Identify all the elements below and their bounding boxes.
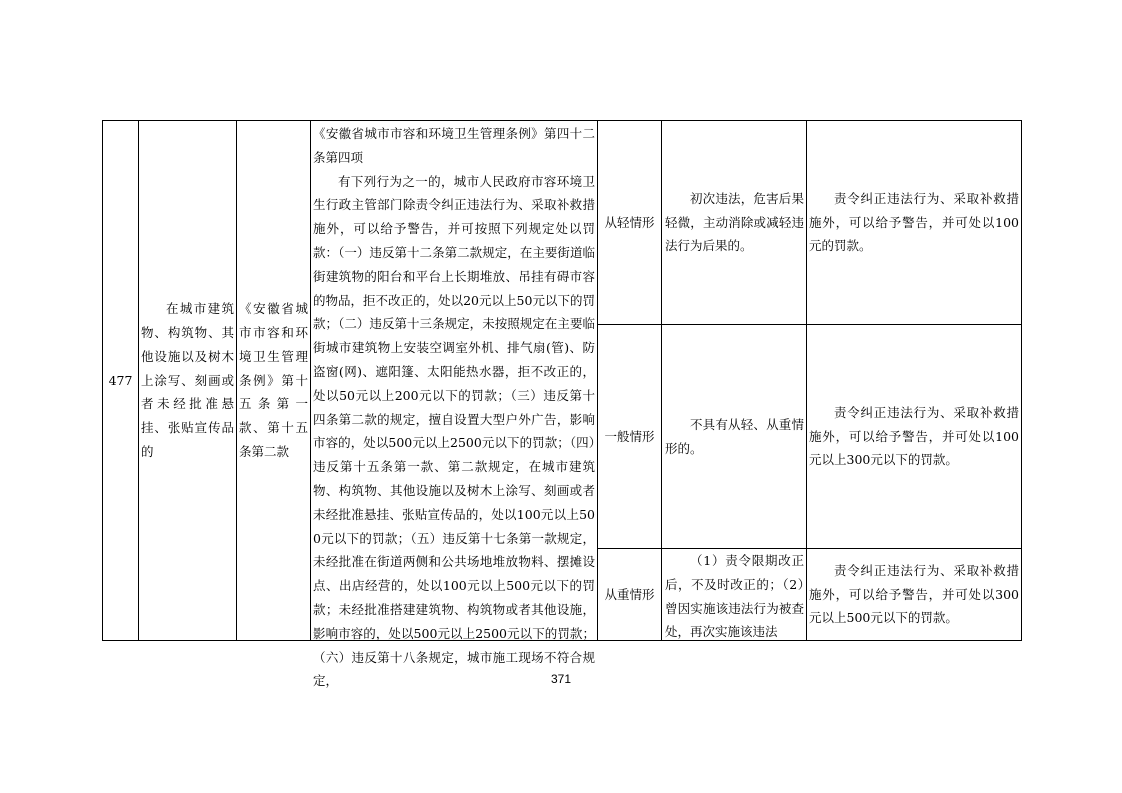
circumstance-label: 从轻情形 [604,214,655,230]
circumstance-penalty-cell [809,325,1019,548]
row-number: 477 [108,372,133,388]
circumstance-label: 一般情形 [604,428,655,444]
basis-short-cell [239,121,308,640]
circumstance-condition: 初次违法，危害后果轻微，主动消除或减轻违法行为后果的。 [665,190,804,254]
circumstance-label-cell [598,121,661,324]
circumstance-condition: （1）责令限期改正后，不及时改正的；（2）曾因实施该违法行为被查处，再次实施该违法 [665,553,804,640]
circumstance-penalty: 责令纠正违法行为、采取补救措施外，可以给予警告，并可处以100元的罚款。 [809,190,1019,254]
page-number: 371 [550,672,572,686]
matter-cell [141,121,234,640]
circumstance-penalty: 责令纠正违法行为、采取补救措施外，可以给予警告，并可处以100元以上300元以下的罚款。 [809,404,1019,468]
circumstance-penalty-cell [809,549,1019,640]
circumstance-condition-cell [665,121,804,324]
basis-title: 《安徽省城市市容和环境卫生管理条例》第四十二条第四项 [313,126,595,165]
circumstance-penalty: 责令纠正违法行为、采取补救措施外，可以给予警告，并可处以300元以上500元以下的罚款。 [809,562,1019,626]
circumstance-condition-cell [665,325,804,548]
circumstance-penalty-cell [809,121,1019,324]
matter-text: 在城市建筑物、构筑物、其他设施以及树木上涂写、刻画或者未经批准悬挂、张贴宣传品的 [141,301,234,459]
circumstance-label-cell [598,549,661,640]
circumstance-condition: 不具有从轻、从重情形的。 [665,416,804,456]
basis-short-text: 《安徽省城市市容和环境卫生管理条例》第十五条第一款、第十五条第二款 [239,301,308,459]
circumstance-label: 从重情形 [604,586,655,602]
circumstance-condition-cell [665,549,804,640]
circumstance-label-cell [598,325,661,548]
basis-body: 有下列行为之一的，城市人民政府市容环境卫生行政主管部门除责令纠正违法行为、采取补救措施外，可以给予警告，并可按照下列规定处以罚款：（一）违反第十二条第二款规定，在主要街道临街建筑物的阳台和平台上长期堆放、吊挂有碍市容的物品，拒不改正的，处以20元以上50元以下的罚款；（二）违反第十三条规定，未按照规定在主要临街城市建筑物上安装空调室外机、排气扇(管)、防盗窗(网)、遮阳篷、太阳能热水器，拒不改正的，处以50元以上200元以下的罚款；（三）违反第十四条第二款的规定，擅自设置大型户外广告，影响市容的，处以500元以上2500元以下的罚款；（四）违反第十五条第一款、第二款规定，在城市建筑物、构筑物、其他设施以及树木上涂写、刻画或者未经批准悬挂、张贴宣传品的，处以100元以上500元以下的罚款；（五）违反第十七条第一款规定，未经批准在街道两侧和公共场地堆放物料、摆摊设点、出店经营的，处以100元以上500元以下的罚款；未经批准搭建建筑物、构筑物或者其他设施，影响市容的，处以500元以上2500元以下的罚款；（六）违反第十八条规定，城市施工现场不符合规定， [313,173,595,689]
row-number-cell [103,121,138,640]
